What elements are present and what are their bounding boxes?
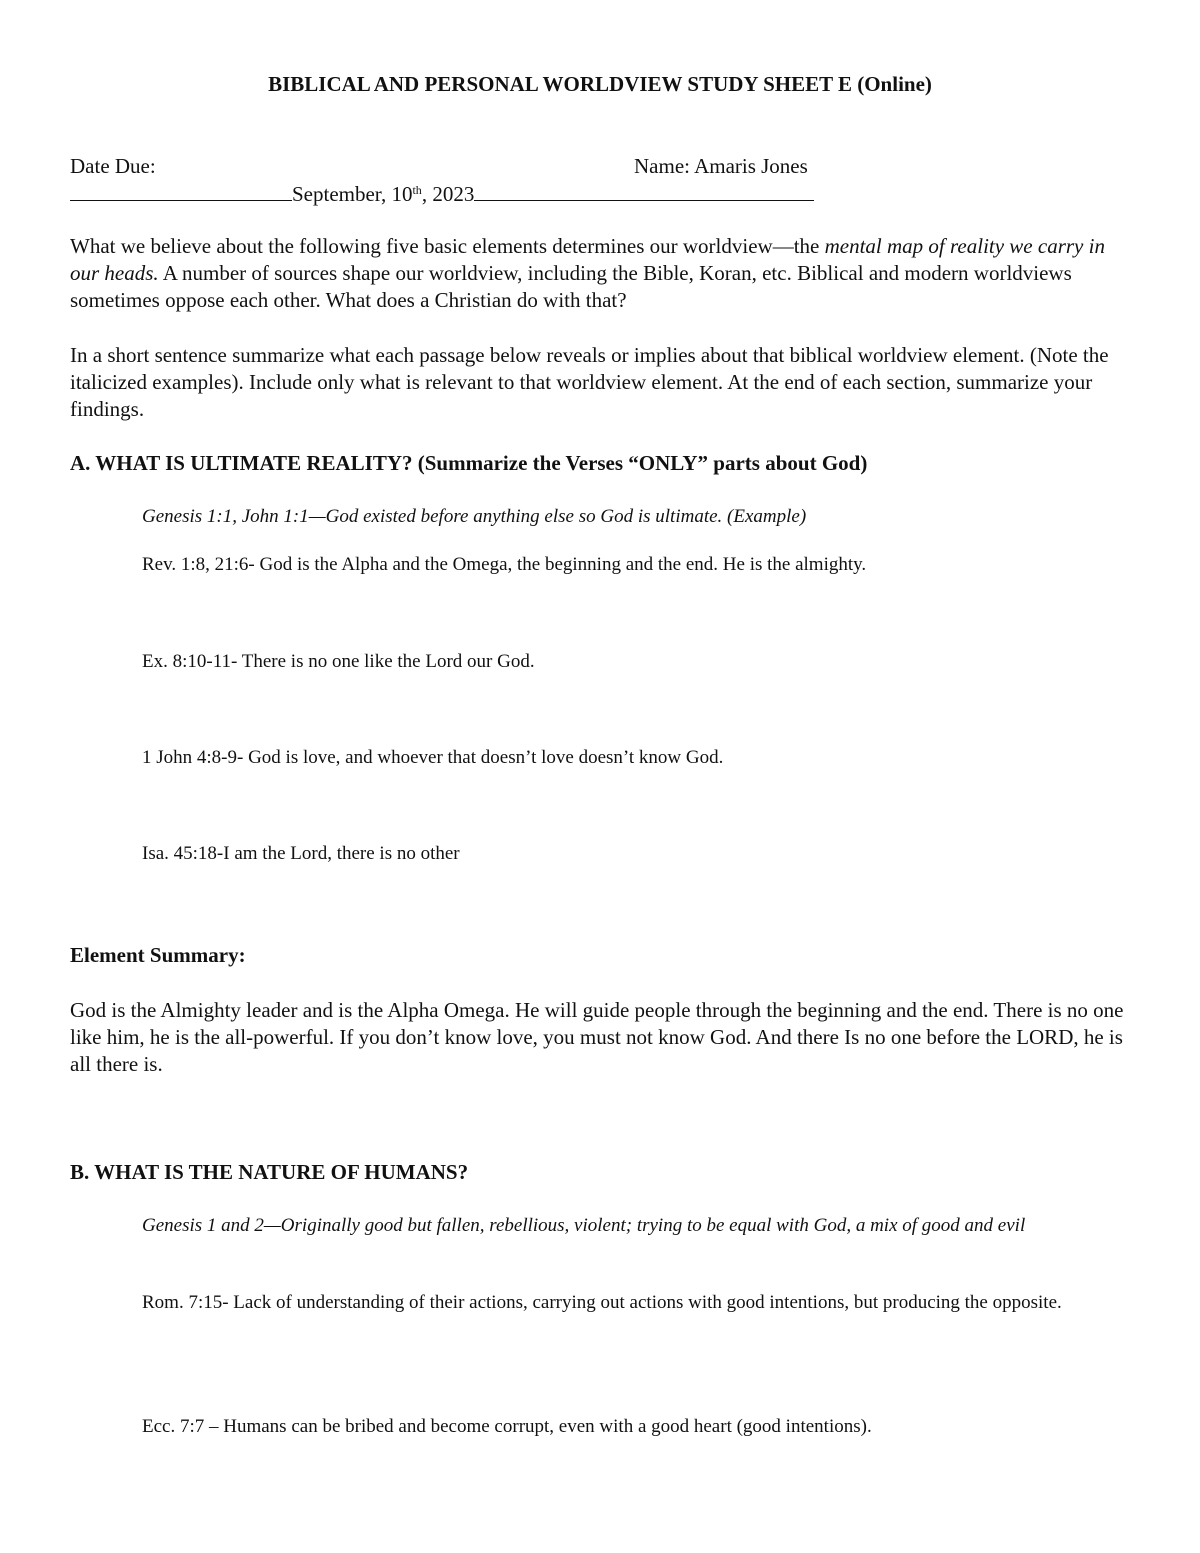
intro-paragraph-2: In a short sentence summarize what each passage below reveals or implies about that biblical worldview element. (Note the italicized examples). Include only what is relevant to that worldview element. At the end of each section, summarize your findings. bbox=[70, 343, 1109, 421]
section-a-answer-4: Isa. 45:18-I am the Lord, there is no other bbox=[142, 843, 460, 864]
intro-paragraph-1: What we believe about the following five basic elements determines our worldview—the mental map of reality we carry in our heads. A number of sources shape our worldview, including the Bible, Koran, etc. Biblical and modern worldviews sometimes oppose each other. What does a Christian do with that? bbox=[70, 234, 1105, 312]
student-name: Name: Amaris Jones bbox=[634, 154, 808, 178]
section-a-example: Genesis 1:1, John 1:1—God existed before anything else so God is ultimate. (Example) bbox=[142, 506, 807, 527]
document-title: BIBLICAL AND PERSONAL WORLDVIEW STUDY SHEET E (Online) bbox=[268, 72, 932, 96]
date-due-line bbox=[70, 180, 814, 208]
date-underline-right bbox=[474, 180, 814, 201]
section-b-example: Genesis 1 and 2—Originally good but fallen, rebellious, violent; trying to be equal with God, a mix of good and evil bbox=[142, 1215, 1026, 1236]
section-b-answer-1: Rom. 7:15- Lack of understanding of their actions, carrying out actions with good intentions, but producing the opposite. bbox=[142, 1292, 1062, 1313]
date-underline-left bbox=[70, 180, 292, 201]
element-summary-label: Element Summary: bbox=[70, 943, 246, 967]
date-due-value: September, 10th, 2023 bbox=[292, 182, 475, 206]
section-a-answer-2: Ex. 8:10-11- There is no one like the Lord our God. bbox=[142, 651, 535, 672]
section-a-answer-1: Rev. 1:8, 21:6- God is the Alpha and the Omega, the beginning and the end. He is the almighty. bbox=[142, 554, 867, 575]
section-b-answer-2: Ecc. 7:7 – Humans can be bribed and become corrupt, even with a good heart (good intentions). bbox=[142, 1416, 872, 1437]
section-a-answer-3: 1 John 4:8-9- God is love, and whoever that doesn’t love doesn’t know God. bbox=[142, 747, 724, 768]
section-a-heading: A. WHAT IS ULTIMATE REALITY? (Summarize the Verses “ONLY” parts about God) bbox=[70, 451, 868, 475]
element-summary-text: God is the Almighty leader and is the Alpha Omega. He will guide people through the beginning and the end. There is no one like him, he is the all-powerful. If you don’t know love, you must not know God. And there Is no one before the LORD, he is all there is. bbox=[70, 998, 1124, 1076]
date-due-label: Date Due: bbox=[70, 154, 156, 178]
section-b-heading: B. WHAT IS THE NATURE OF HUMANS? bbox=[70, 1160, 469, 1184]
